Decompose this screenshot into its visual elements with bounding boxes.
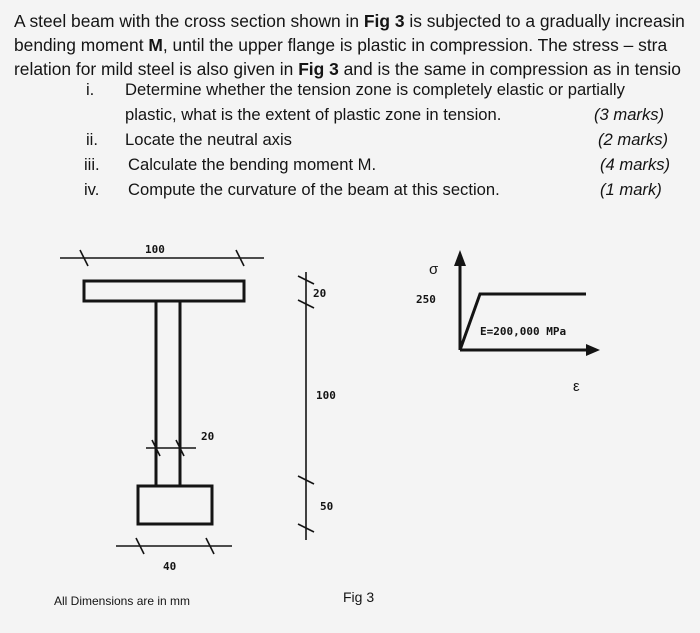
figure-caption: Fig 3 (343, 589, 375, 605)
intro-segment: relation for mild steel is also given in (14, 59, 299, 79)
web-height-label: 100 (316, 389, 336, 402)
intro-segment: A steel beam with the cross section shown in (14, 11, 364, 31)
bottom-width-label: 40 (163, 560, 177, 573)
units-note: All Dimensions are in mm (54, 594, 191, 608)
web-thickness-label: 20 (201, 430, 215, 443)
question-text: Compute the curvature of the beam at this section. (128, 180, 500, 199)
question-text: plastic, what is the extent of plastic zone in tension. (125, 105, 502, 124)
top-flange (84, 281, 244, 301)
intro-segment: bending moment (14, 35, 149, 55)
question-marks: (2 marks) (598, 130, 669, 149)
question-number: iv. (84, 180, 100, 199)
question-number: iii. (84, 155, 100, 174)
question-marks: (4 marks) (600, 155, 671, 174)
intro-bold-segment: Fig 3 (298, 59, 339, 79)
intro-segment: is subjected to a gradually increasin (404, 11, 685, 31)
stress-symbol: σ (429, 261, 439, 278)
intro-segment: and is the same in compression as in tensio (338, 59, 681, 79)
intro-segment: , until the upper flange is plastic in compression. The stress – stra (162, 35, 668, 55)
bottom-height-label: 50 (320, 500, 334, 513)
stress-strain-curve (460, 294, 586, 350)
flange-width-label: 100 (145, 243, 165, 256)
question-text: Calculate the bending moment M. (128, 155, 377, 174)
strain-symbol: ε (573, 378, 580, 395)
question-number: i. (86, 80, 95, 99)
yield-stress-label: 250 (416, 293, 436, 306)
question-number: ii. (86, 130, 98, 149)
intro-bold-segment: M (148, 35, 163, 55)
modulus-label: E=200,000 MPa (480, 325, 567, 338)
question-text: Determine whether the tension zone is completely elastic or partially (125, 80, 625, 99)
question-text: Locate the neutral axis (125, 130, 292, 149)
stress-axis-arrow (454, 250, 466, 266)
intro-bold-segment: Fig 3 (363, 11, 405, 31)
flange-thickness-label: 20 (313, 287, 327, 300)
question-marks: (1 mark) (600, 180, 662, 199)
strain-axis-arrow (586, 344, 600, 356)
bottom-block (138, 486, 212, 524)
question-marks: (3 marks) (594, 105, 665, 124)
